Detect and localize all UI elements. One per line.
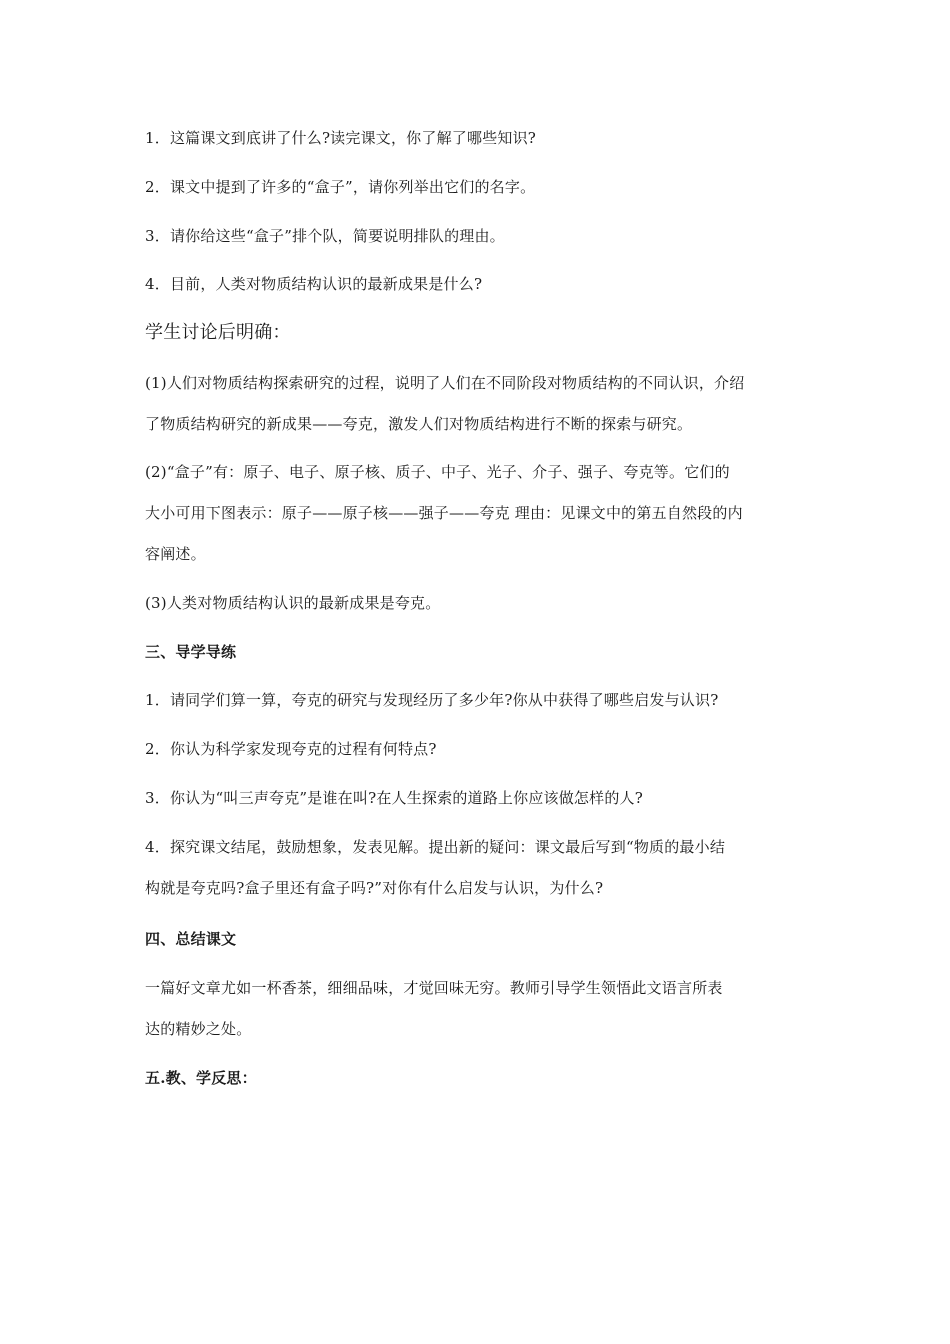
- answer-3: (3)人类对物质结构认识的最新成果是夸克。: [145, 594, 441, 612]
- question-4: 4．目前，人类对物质结构认识的最新成果是什么?: [145, 275, 483, 293]
- discussion-heading: 学生讨论后明确：: [145, 322, 291, 343]
- answer-2-line-2: 大小可用下图表示：原子——原子核——强子——夸克 理由：见课文中的第五自然段的内: [145, 504, 743, 522]
- section-3-question-3: 3．你认为“叫三声夸克”是谁在叫?在人生探索的道路上你应该做怎样的人?: [145, 789, 643, 807]
- section-4-paragraph-line-1: 一篇好文章尤如一杯香茶，细细品味，才觉回味无穷。教师引导学生领悟此文语言所表: [145, 979, 723, 997]
- section-4-heading: 四、总结课文: [145, 930, 237, 948]
- question-1: 1．这篇课文到底讲了什么?读完课文，你了解了哪些知识?: [145, 129, 537, 147]
- section-3-question-2: 2．你认为科学家发现夸克的过程有何特点?: [145, 740, 437, 758]
- answer-2-line-3: 容阐述。: [145, 545, 206, 563]
- section-3-question-1: 1．请同学们算一算，夸克的研究与发现经历了多少年?你从中获得了哪些启发与认识?: [145, 691, 719, 709]
- answer-1-line-2: 了物质结构研究的新成果——夸克，激发人们对物质结构进行不断的探索与研究。: [145, 415, 693, 433]
- answer-1-line-1: (1)人们对物质结构探索研究的过程，说明了人们在不同阶段对物质结构的不同认识，介绍: [145, 374, 745, 392]
- section-5-heading: 五.教、学反思：: [145, 1069, 257, 1087]
- section-4-paragraph-line-2: 达的精妙之处。: [145, 1020, 252, 1038]
- question-3: 3．请你给这些“盒子”排个队，简要说明排队的理由。: [145, 227, 505, 245]
- section-3-heading: 三、导学导练: [145, 643, 237, 661]
- answer-2-line-1: (2)“盒子”有：原子、电子、原子核、质子、中子、光子、介子、强子、夸克等。它们的: [145, 463, 730, 481]
- question-2: 2．课文中提到了许多的“盒子”，请你列举出它们的名字。: [145, 178, 536, 196]
- section-3-question-4-line-1: 4．探究课文结尾，鼓励想象，发表见解。提出新的疑问：课文最后写到“物质的最小结: [145, 838, 726, 856]
- section-3-question-4-line-2: 构就是夸克吗?盒子里还有盒子吗?”对你有什么启发与认识，为什么?: [145, 879, 604, 897]
